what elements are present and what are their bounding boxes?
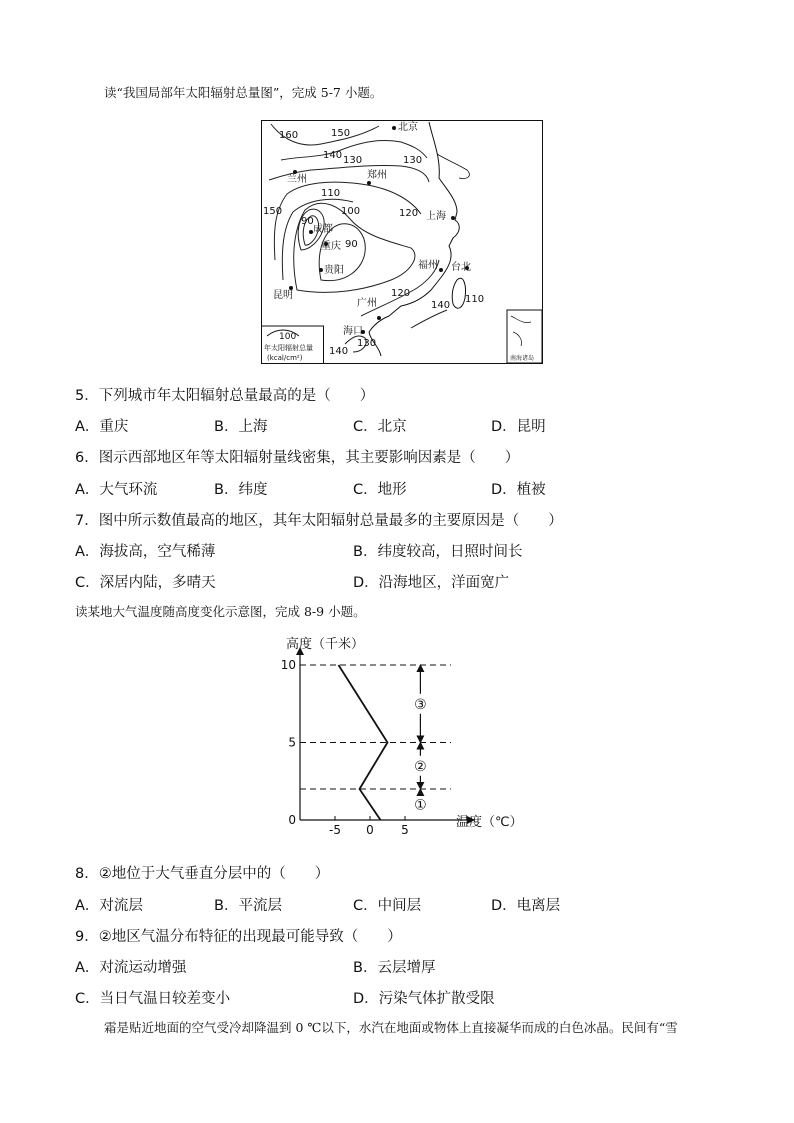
label-130a: 130 xyxy=(343,155,363,166)
legend-title: 年太阳辐射总量 xyxy=(264,344,313,352)
q9-option-b[interactable]: B．云层增厚 xyxy=(353,960,436,976)
q6-option-a[interactable]: A．大气环流 xyxy=(75,482,158,498)
label-130b: 130 xyxy=(403,155,423,166)
q8-stem: 8．②地位于大气垂直分层中的（ ） xyxy=(75,866,330,882)
inset-label: 南海诸岛 xyxy=(510,355,535,362)
city-haikou: 海口 xyxy=(343,326,363,337)
q7-option-b[interactable]: B．纬度较高，日照时间长 xyxy=(353,544,523,560)
q7-option-c[interactable]: C．深居内陆，多晴天 xyxy=(75,575,216,591)
q8-option-c[interactable]: C．中间层 xyxy=(353,898,422,914)
q6-option-c[interactable]: C．地形 xyxy=(353,482,407,498)
q8-option-a[interactable]: A．对流层 xyxy=(75,898,143,914)
q5-option-c[interactable]: C．北京 xyxy=(353,419,407,435)
intro-5-7: 读“我国局部年太阳辐射总量图”，完成 5-7 小题。 xyxy=(104,85,383,100)
x-tick-label: 0 xyxy=(366,823,374,837)
x-tick-label: 5 xyxy=(401,823,409,837)
q9-stem: 9．②地区气温分布特征的出现最可能导致（ ） xyxy=(75,929,402,945)
q5-stem: 5．下列城市年太阳辐射总量最高的是（ ） xyxy=(75,388,375,404)
city-chengdu: 成都 xyxy=(313,224,333,235)
city-dot-guiyang xyxy=(319,268,323,272)
city-beijing: 北京 xyxy=(398,122,418,133)
intro-frost: 霜是贴近地面的空气受冷却降温到 0 ℃以下，水汽在地面或物体上直接凝华而成的白色冰晶。民间有“雪 xyxy=(104,1020,678,1035)
q6-option-d[interactable]: D．植被 xyxy=(491,482,546,498)
y-tick-label: 5 xyxy=(288,735,296,750)
label-90a: 90 xyxy=(301,216,314,227)
city-dot-fuzhou xyxy=(439,268,443,272)
chart-ylabel: 高度（千米） xyxy=(286,637,365,652)
layer-2-label: ② xyxy=(414,758,427,775)
label-110a: 110 xyxy=(321,188,341,199)
label-140a: 140 xyxy=(323,150,343,161)
label-130c: 130 xyxy=(357,338,377,349)
label-150b: 150 xyxy=(263,206,283,217)
q5-option-b[interactable]: B．上海 xyxy=(214,419,268,435)
temperature-height-chart xyxy=(270,632,532,838)
label-110b: 110 xyxy=(465,294,485,305)
label-90b: 90 xyxy=(345,239,358,250)
city-shanghai: 上海 xyxy=(426,211,446,222)
city-dot-shanghai xyxy=(451,216,455,220)
city-guiyang: 贵阳 xyxy=(324,265,344,276)
q6-stem: 6．图示西部地区年等太阳辐射量线密集，其主要影响因素是（ ） xyxy=(75,450,520,466)
legend-value: 100 xyxy=(279,332,297,342)
layer-3-label: ③ xyxy=(414,696,427,713)
q9-option-a[interactable]: A．对流运动增强 xyxy=(75,960,187,976)
city-dot-guangzhou xyxy=(377,316,381,320)
y-tick-label: 10 xyxy=(280,658,296,672)
q5-option-d[interactable]: D．昆明 xyxy=(491,419,546,435)
y-tick-label: 0 xyxy=(288,813,296,827)
city-chongqing: 重庆 xyxy=(321,241,341,252)
x-tick-label: -5 xyxy=(329,823,341,837)
city-taibei: 台北 xyxy=(451,262,471,273)
label-120b: 120 xyxy=(391,288,411,299)
label-140c: 140 xyxy=(329,346,349,357)
q7-option-a[interactable]: A．海拔高，空气稀薄 xyxy=(75,544,216,560)
label-120a: 120 xyxy=(399,208,419,219)
chart-xlabel: 温度（℃） xyxy=(456,815,523,830)
q9-option-c[interactable]: C．当日气温日较差变小 xyxy=(75,991,231,1007)
q9-option-d[interactable]: D．污染气体扩散受限 xyxy=(353,991,495,1007)
intro-8-9: 读某地大气温度随高度变化示意图，完成 8-9 小题。 xyxy=(75,604,366,619)
city-kunming: 昆明 xyxy=(273,290,293,301)
q6-option-b[interactable]: B．纬度 xyxy=(214,482,268,498)
solar-radiation-map xyxy=(261,120,543,364)
city-zhengzhou: 郑州 xyxy=(367,170,387,181)
label-100: 100 xyxy=(341,206,361,217)
q7-option-d[interactable]: D．沿海地区，洋面宽广 xyxy=(353,575,510,591)
label-160: 160 xyxy=(279,130,299,141)
city-dot-beijing xyxy=(392,126,396,130)
city-lanzhou: 兰州 xyxy=(287,174,307,185)
legend-unit: (kcal/cm²) xyxy=(267,354,303,362)
q7-stem: 7．图中所示数值最高的地区，其年太阳辐射总量最多的主要原因是（ ） xyxy=(75,513,563,529)
q8-option-b[interactable]: B．平流层 xyxy=(214,898,282,914)
label-150a: 150 xyxy=(331,128,351,139)
label-140b: 140 xyxy=(431,300,451,311)
q8-option-d[interactable]: D．电离层 xyxy=(491,898,561,914)
city-dot-zhengzhou xyxy=(367,181,371,185)
q5-option-a[interactable]: A．重庆 xyxy=(75,419,129,435)
layer-1-label: ① xyxy=(414,797,427,814)
city-guangzhou: 广州 xyxy=(357,298,377,309)
city-fuzhou: 福州 xyxy=(418,260,438,271)
